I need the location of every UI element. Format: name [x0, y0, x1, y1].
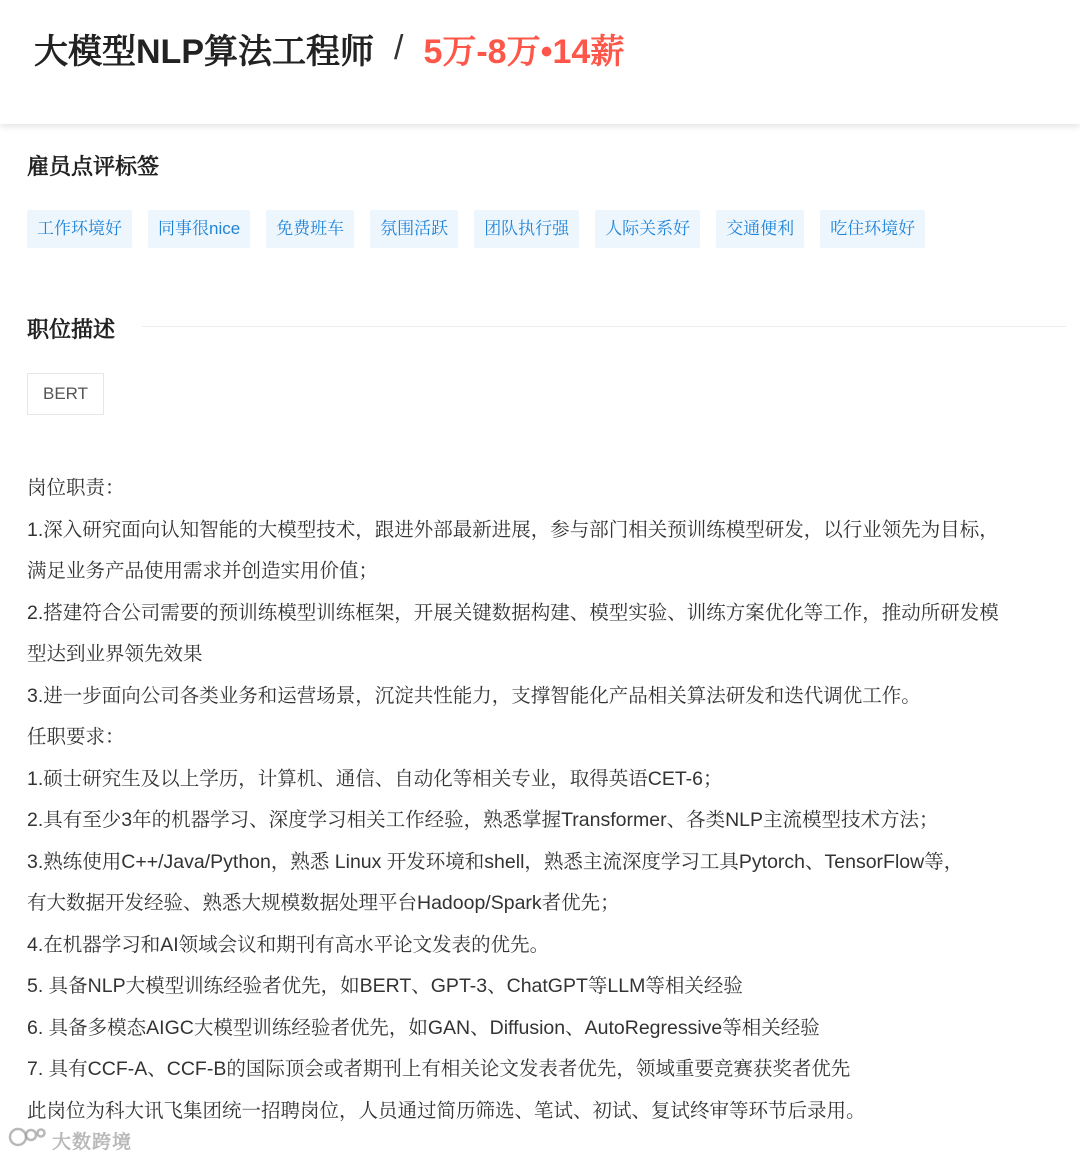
skill-tag: BERT: [27, 373, 104, 415]
employee-tag-list: [27, 210, 925, 248]
employee-tag: 免费班车: [266, 210, 354, 248]
employee-tag: 同事很nice: [148, 210, 250, 248]
description-line: 此岗位为科大讯飞集团统一招聘岗位，人员通过简历筛选、笔试、初试、复试终审等环节后录用。: [27, 1099, 866, 1122]
title-separator: /: [394, 28, 404, 67]
description-line: 3.进一步面向公司各类业务和运营场景，沉淀共性能力，支撑智能化产品相关算法研发和迭代调优工作。: [27, 684, 921, 707]
description-line: 7. 具有CCF-A、CCF-B的国际顶会或者期刊上有相关论文发表者优先，领域重要竞赛获奖者优先: [27, 1058, 851, 1080]
description-line: 6. 具备多模态AIGC大模型训练经验者优先，如GAN、Diffusion、AutoRegressive等相关经验: [27, 1016, 820, 1039]
section-divider: [142, 326, 1066, 327]
employee-tag: 交通便利: [716, 210, 804, 248]
description-line: 4.在机器学习和AI领域会议和期刊有高水平论文发表的优先。: [27, 933, 550, 956]
employee-tag: 工作环境好: [27, 210, 132, 248]
employee-tags-heading: 雇员点评标签: [27, 154, 160, 179]
watermark-logo-icon: [8, 1124, 48, 1156]
job-title-line: [34, 24, 624, 72]
watermark-text: 大数跨境: [52, 1131, 133, 1153]
description-line: 任职要求：: [27, 726, 125, 748]
description-line: 有大数据开发经验、熟悉大规模数据处理平台Hadoop/Spark者优先；: [27, 892, 620, 914]
job-description-body: [27, 468, 1067, 1132]
salary-range: 5万-8万•14薪: [423, 32, 625, 71]
employee-tag: 团队执行强: [474, 210, 579, 248]
job-title: 大模型NLP算法工程师: [34, 32, 374, 71]
description-line: 3.熟练使用C++/Java/Python，熟悉 Linux 开发环境和shell，熟悉主流深度学习工具Pytorch、TensorFlow等，: [27, 850, 964, 873]
description-line: 1.深入研究面向认知智能的大模型技术，跟进外部最新进展，参与部门相关预训练模型研发，以行业领先为目标，: [27, 518, 999, 541]
description-line: 2.具有至少3年的机器学习、深度学习相关工作经验，熟悉掌握Transformer、各类NLP主流模型技术方法；: [27, 809, 939, 831]
employee-tag: 人际关系好: [595, 210, 700, 248]
description-line: 2.搭建符合公司需要的预训练模型训练框架，开展关键数据构建、模型实验、训练方案优化等工作，推动所研发模: [27, 601, 999, 624]
description-line: 1.硕士研究生及以上学历，计算机、通信、自动化等相关专业，取得英语CET-6；: [27, 767, 723, 790]
description-line: 型达到业界领先效果: [27, 643, 203, 665]
job-description-heading: 职位描述: [27, 317, 116, 342]
watermark: [8, 1124, 132, 1156]
description-line: 满足业务产品使用需求并创造实用价值；: [27, 560, 379, 582]
employee-tag: 吃住环境好: [820, 210, 925, 248]
employee-tag: 氛围活跃: [370, 210, 458, 248]
description-line: 5. 具备NLP大模型训练经验者优先，如BERT、GPT-3、ChatGPT等LLM等相关经验: [27, 975, 743, 997]
description-line: 岗位职责：: [27, 477, 125, 499]
job-header: [0, 0, 1080, 124]
